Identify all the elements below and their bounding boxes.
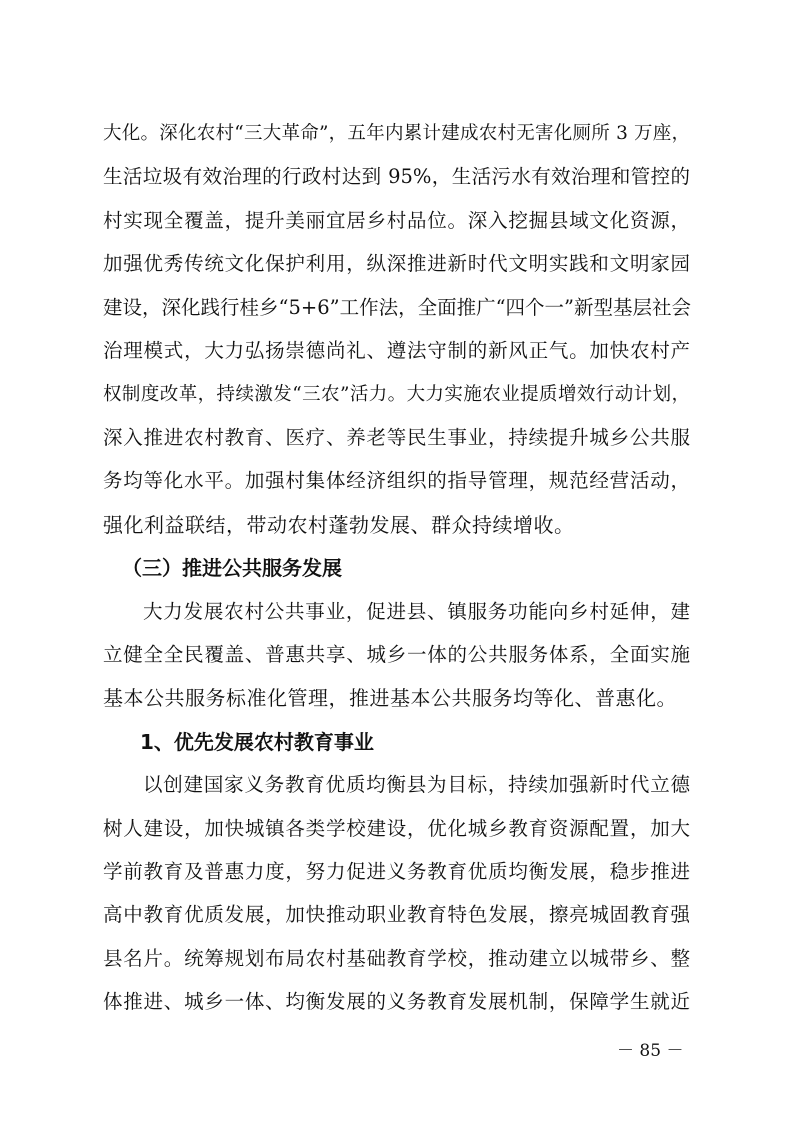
paragraph-line: 权制度改革，持续激发“三农”活力。大力实施农业提质增效行动计划， (103, 384, 690, 405)
paragraph-line: 树人建设，加快城镇各类学校建设，优化城乡教育资源配置，加大 (103, 817, 690, 840)
paragraph-line: 基本公共服务标准化管理，推进基本公共服务均等化、普惠化。 (103, 686, 677, 710)
paragraph-line: 治理模式，大力弘扬崇德尚礼、遵法守制的新风正气。加快农村产 (103, 339, 690, 362)
paragraph-line: 高中教育优质发展，加快推动职业教育特色发展，擦亮城固教育强 (103, 903, 690, 926)
paragraph-line: 学前教育及普惠力度，努力促进义务教育优质均衡发展，稳步推进 (103, 860, 690, 883)
paragraph-line: 加强优秀传统文化保护利用，纵深推进新时代文明实践和文明家园 (103, 252, 690, 275)
paragraph-line: 以创建国家义务教育优质均衡县为目标，持续加强新时代立德 (143, 773, 690, 796)
subsection-heading: 1、优先发展农村教育事业 (140, 730, 374, 754)
paragraph-line: 务均等化水平。加强村集体经济组织的指导管理，规范经营活动， (103, 469, 690, 492)
page-number: － 85 － (617, 1041, 684, 1061)
paragraph-line: 大化。深化农村“三大革命”，五年内累计建成农村无害化厕所 3 万座， (103, 123, 690, 144)
paragraph-line: 生活垃圾有效治理的行政村达到 95%，生活污水有效治理和管控的 (103, 165, 690, 188)
paragraph-line: 建设，深化践行桂乡“5+6”工作法，全面推广“四个一”新型基层社会 (103, 296, 692, 319)
paragraph-line: 县名片。统筹规划布局农村基础教育学校，推动建立以城带乡、整 (103, 947, 690, 970)
paragraph-line: 大力发展农村公共事业，促进县、镇服务功能向乡村延伸，建 (143, 600, 690, 623)
paragraph-line: 深入推进农村教育、医疗、养老等民生事业，持续提升城乡公共服 (103, 426, 690, 449)
paragraph-line: 强化利益联结，带动农村蓬勃发展、群众持续增收。 (103, 513, 575, 537)
paragraph-line: 村实现全覆盖，提升美丽宜居乡村品位。深入挖掘县域文化资源， (103, 209, 690, 232)
paragraph-line: 体推进、城乡一体、均衡发展的义务教育发展机制，保障学生就近 (103, 990, 690, 1013)
paragraph-line: 立健全全民覆盖、普惠共享、城乡一体的公共服务体系，全面实施 (103, 643, 690, 666)
section-heading: （三）推进公共服务发展 (122, 556, 342, 580)
